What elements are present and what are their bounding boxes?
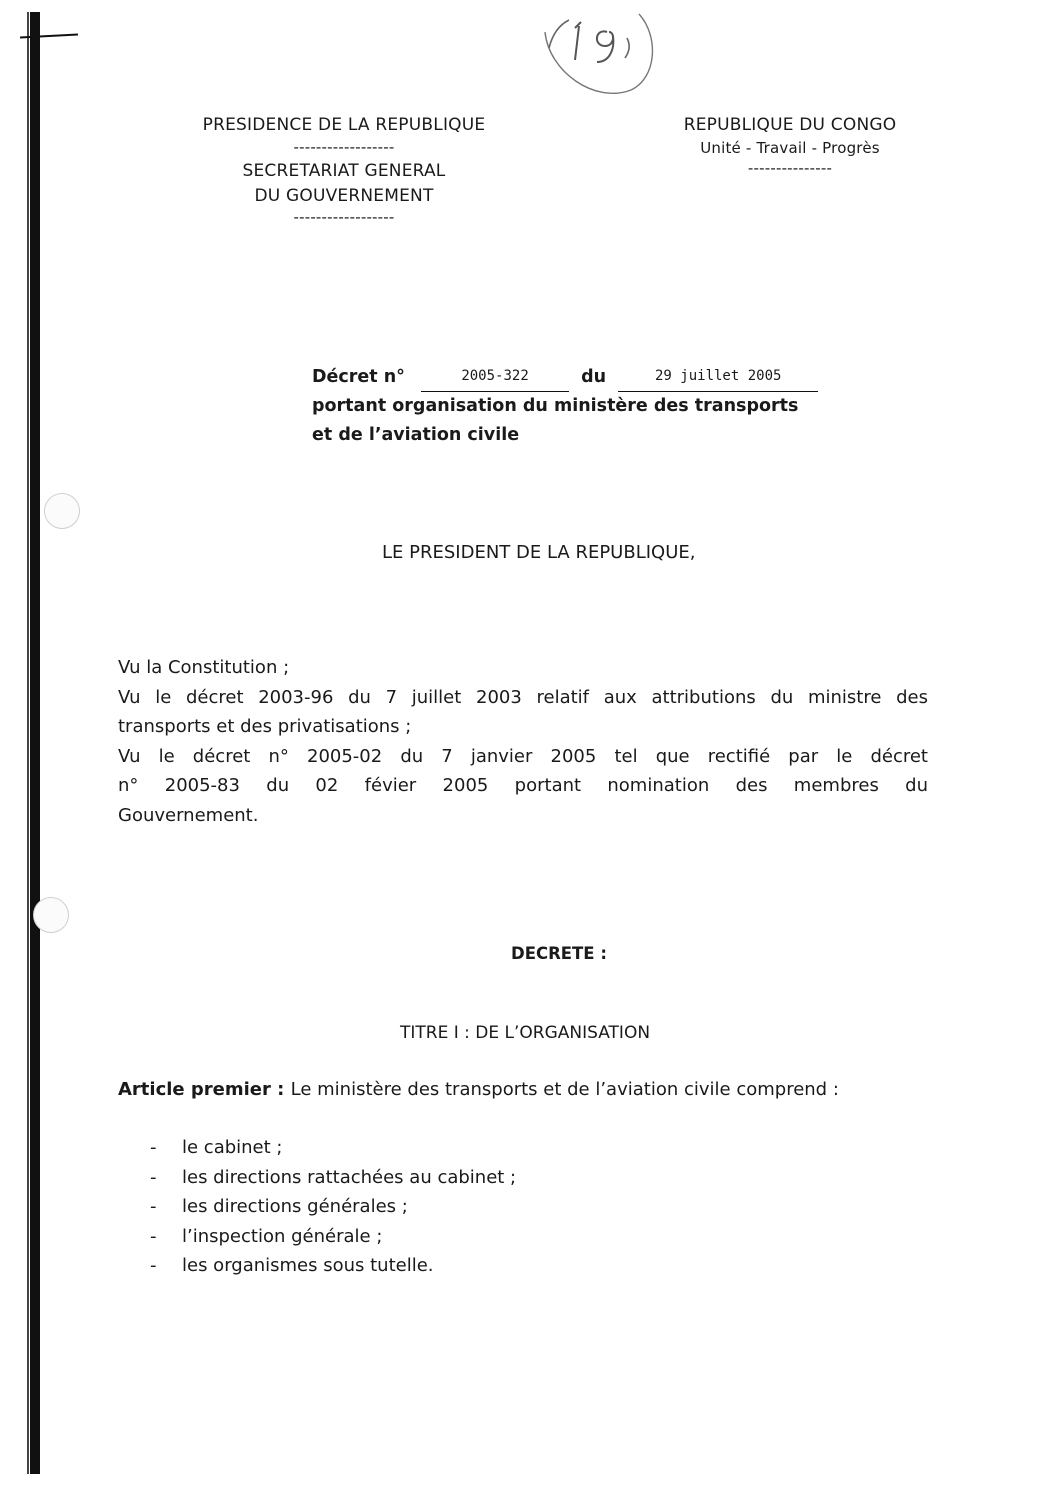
list-bullet: - xyxy=(150,1255,157,1276)
separator: --------------- xyxy=(747,159,833,177)
decrete-heading: DECRETE : xyxy=(511,944,607,963)
decree-prefix: Décret n° xyxy=(312,367,405,387)
decree-du: du xyxy=(581,367,607,387)
gouvernement-label: DU GOUVERNEMENT xyxy=(254,186,434,206)
punch-hole-top xyxy=(44,493,80,529)
list-bullet: - xyxy=(150,1166,157,1188)
article-label: Article premier xyxy=(118,1079,271,1100)
item-text: le cabinet ; xyxy=(182,1137,283,1158)
decree-date: 29 juillet 2005 xyxy=(618,362,818,392)
list-bullet: - xyxy=(150,1137,157,1158)
item-text: les directions rattachées au cabinet ; xyxy=(182,1166,517,1188)
punch-hole-bottom xyxy=(33,897,69,933)
list-item xyxy=(150,1251,516,1281)
republique-label: REPUBLIQUE DU CONGO xyxy=(683,115,897,135)
visas xyxy=(118,653,928,830)
visa-decret-2005-line3: Gouvernement. xyxy=(118,804,259,826)
visa-decret-2003-line2: transports et des privatisations ; xyxy=(118,716,412,737)
article-items xyxy=(150,1133,517,1281)
separator: ------------------ xyxy=(293,138,395,156)
item-text: les organismes sous tutelle. xyxy=(182,1255,434,1276)
visa-decret-2005-line1: Vu le décret n° 2005-02 du 7 janvier 2005 tel que rectifié par le décret xyxy=(118,745,928,767)
binding-edge xyxy=(30,12,40,1474)
decree-subject-line2: et de l’aviation civile xyxy=(312,425,520,445)
list-item xyxy=(150,1163,517,1193)
list-bullet: - xyxy=(150,1196,157,1217)
visa-decret-2003-line1: Vu le décret 2003-96 du 7 juillet 2003 relatif aux attributions du ministre des xyxy=(118,686,928,708)
decree-title xyxy=(312,362,818,450)
separator: ------------------ xyxy=(293,208,395,226)
article-text: Le ministère des transports et de l’aviation civile comprend : xyxy=(290,1079,839,1100)
decree-subject-line1: portant organisation du ministère des transports xyxy=(312,396,799,416)
header-left xyxy=(150,115,538,226)
article-premier xyxy=(118,1075,839,1105)
item-text: l’inspection générale ; xyxy=(182,1225,383,1247)
visa-decret-2005-line2: n° 2005-83 du 02 févier 2005 portant nomination des membres du xyxy=(118,775,928,796)
header-right xyxy=(640,115,940,177)
secretariat-label: SECRETARIAT GENERAL xyxy=(242,161,446,181)
visa-constitution: Vu la Constitution ; xyxy=(118,657,290,678)
item-text: les directions générales ; xyxy=(182,1196,408,1217)
list-bullet: - xyxy=(150,1225,157,1247)
motto: Unité - Travail - Progrès xyxy=(700,139,880,157)
president-heading: LE PRESIDENT DE LA REPUBLIQUE, xyxy=(382,542,696,563)
decree-number: 2005-322 xyxy=(421,362,569,392)
list-item xyxy=(150,1222,516,1252)
binding-edge-shadow xyxy=(27,12,29,1474)
list-item xyxy=(150,1133,516,1163)
list-item xyxy=(150,1192,516,1222)
presidence-label: PRESIDENCE DE LA REPUBLIQUE xyxy=(202,115,486,135)
article-separator: : xyxy=(270,1079,291,1100)
titre-heading: TITRE I : DE L’ORGANISATION xyxy=(400,1023,651,1043)
handwritten-page-stamp xyxy=(535,2,657,102)
